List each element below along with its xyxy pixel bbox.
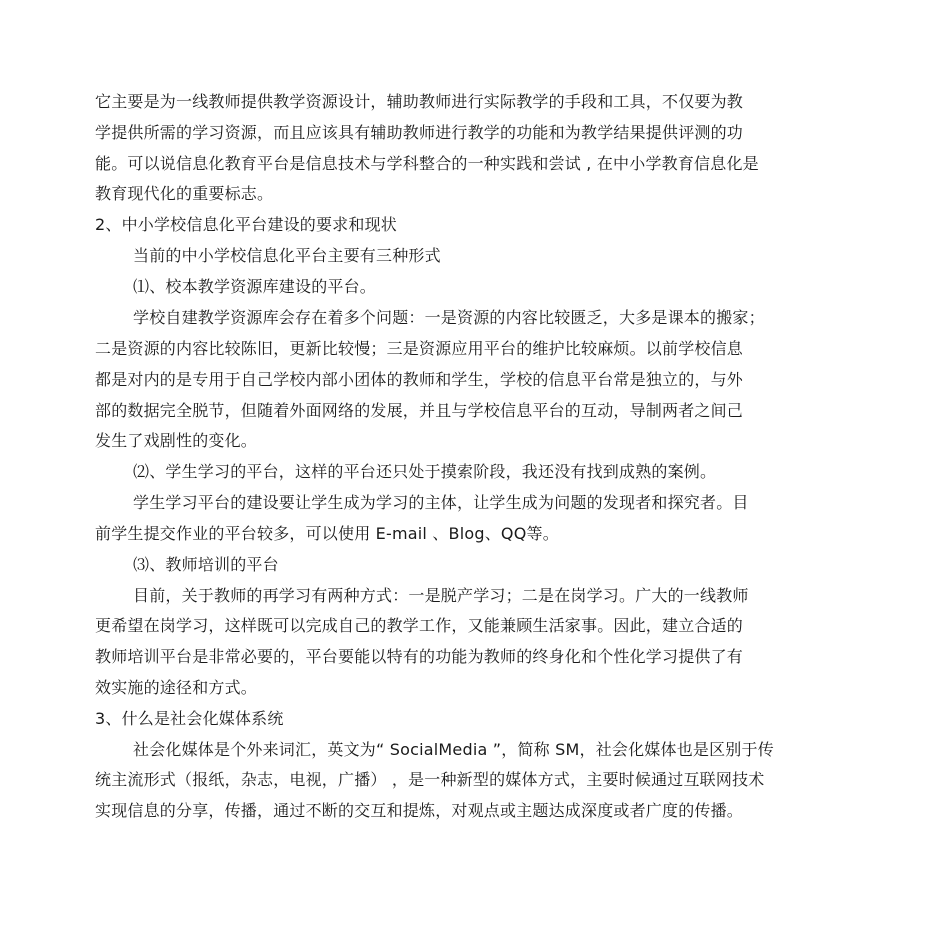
paragraph-line: 当前的中小学校信息化平台主要有三种形式 [133,246,441,265]
paragraph-line: 学生学习平台的建设要让学生成为学习的主体，让学生成为问题的发现者和探究者。目 [133,493,749,512]
subheading-1: ⑴、校本教学资源库建设的平台。 [133,277,377,296]
paragraph-line: 能。可以说信息化教育平台是信息技术与学科整合的一种实践和尝试 , 在中小学教育信息化是 [95,154,759,173]
paragraph-line: 目前，关于教师的再学习有两种方式：一是脱产学习；二是在岗学习。广大的一线教师 [133,586,749,605]
paragraph-line: 教师培训平台是非常必要的，平台要能以特有的功能为教师的终身化和个性化学习提供了有 [95,647,744,666]
subheading-2: ⑵、学生学习的平台，这样的平台还只处于摸索阶段，我还没有找到成熟的案例。 [133,462,717,481]
paragraph-line: 它主要是为一线教师提供教学资源设计，辅助教师进行实际教学的手段和工具，不仅要为教 [95,92,744,111]
paragraph-line: 统主流形式（报纸，杂志，电视，广播） ，是一种新型的媒体方式，主要时候通过互联网技术 [95,770,765,789]
paragraph-line: 都是对内的是专用于自己学校内部小团体的教师和学生，学校的信息平台常是独立的，与外 [95,370,744,389]
paragraph-line: 效实施的途径和方式。 [95,678,258,697]
section-heading-3: 3、什么是社会化媒体系统 [95,709,284,728]
subheading-3: ⑶、教师培训的平台 [133,555,279,574]
paragraph-line: 二是资源的内容比较陈旧，更新比较慢；三是资源应用平台的维护比较麻烦。以前学校信息 [95,339,744,358]
paragraph-line: 学校自建教学资源库会存在着多个问题：一是资源的内容比较匮乏，大多是课本的搬家； [133,308,765,327]
section-heading-2: 2、中小学校信息化平台建设的要求和现状 [95,215,397,234]
paragraph-line: 更希望在岗学习，这样既可以完成自己的教学工作，又能兼顾生活家事。因此，建立合适的 [95,616,744,635]
paragraph-line: 学提供所需的学习资源，而且应该具有辅助教师进行教学的功能和为教学结果提供评测的功 [95,123,744,142]
paragraph-line: 发生了戏剧性的变化。 [95,431,258,450]
paragraph-line: 实现信息的分享，传播，通过不断的交互和提炼，对观点或主题达成深度或者广度的传播。 [95,801,744,820]
paragraph-line: 社会化媒体是个外来词汇，英文为“ SocialMedia ”，简称 SM，社会化媒体也是区别于传 [133,740,774,759]
paragraph-line: 教育现代化的重要标志。 [95,184,274,203]
paragraph-line: 部的数据完全脱节，但随着外面网络的发展，并且与学校信息平台的互动，导制两者之间己 [95,401,744,420]
paragraph-line: 前学生提交作业的平台较多，可以使用 E-mail 、Blog、QQ等。 [95,524,559,543]
